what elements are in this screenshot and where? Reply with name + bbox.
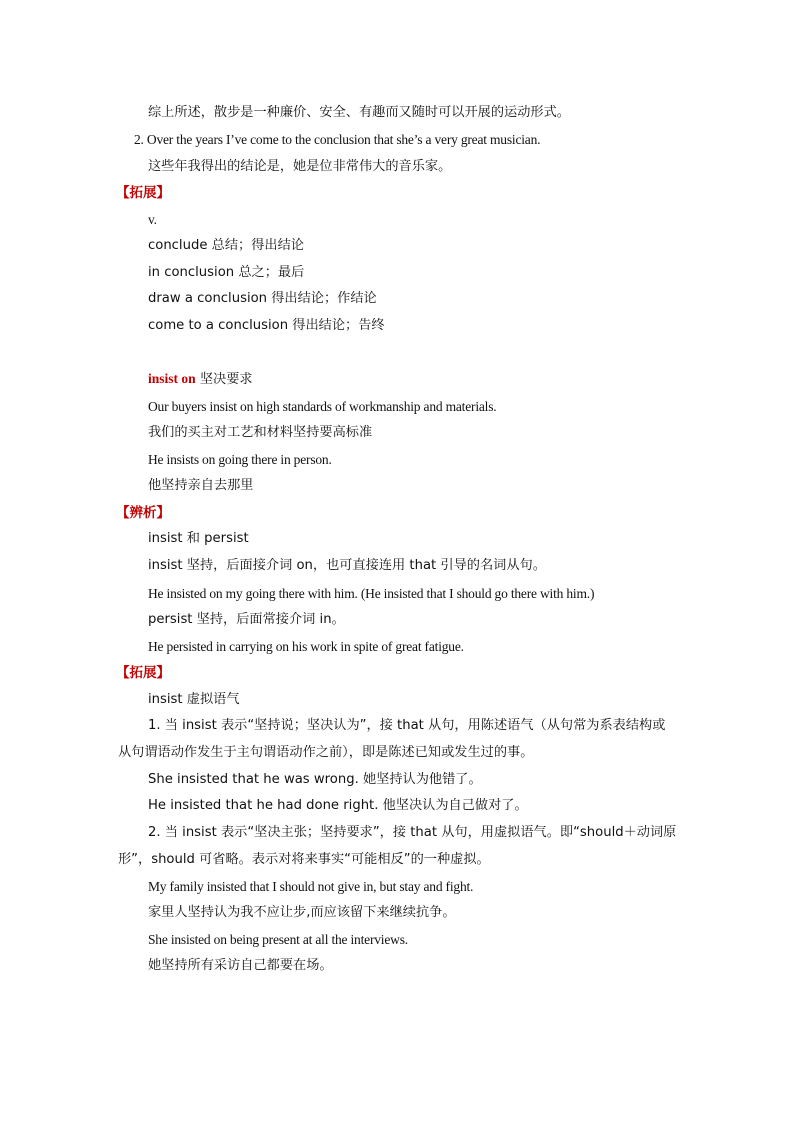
- rule-1-line-1: 1. 当 insist 表示“坚持说；坚决认为”，接 that 从句，用陈述语气（从句常为系表结构或: [148, 718, 666, 733]
- rule-2-example-chinese: 家里人坚持认为我不应让步,而应该留下来继续抗争。: [148, 905, 456, 920]
- analysis-insist: insist 坚持，后面接介词 on，也可直接连用 that 引导的名词从句。: [148, 558, 546, 573]
- section-tag-expand-1: 【拓展】: [116, 185, 170, 201]
- analysis-persist: persist 坚持，后面常接介词 in。: [148, 612, 345, 627]
- subjunctive-title: insist 虚拟语气: [148, 692, 240, 707]
- vocab-draw-conclusion: draw a conclusion 得出结论；作结论: [148, 291, 377, 306]
- interviews-chinese: 她坚持所有采访自己都要在场。: [148, 958, 333, 973]
- interviews-english: She insisted on being present at all the interviews.: [148, 932, 408, 947]
- headword-keyword: insist on: [148, 371, 196, 386]
- rule-2-example-english: My family insisted that I should not give in, but stay and fight.: [148, 879, 474, 894]
- rule-1-line-2: 从句谓语动作发生于主句谓语动作之前），即是陈述已知或发生过的事。: [118, 745, 534, 760]
- analysis-title: insist 和 persist: [148, 531, 249, 546]
- pos-label: v.: [148, 212, 157, 227]
- rule-1-example-b: He insisted that he had done right. 他坚决认为自己做对了。: [148, 798, 528, 813]
- section-tag-expand-2: 【拓展】: [116, 665, 170, 681]
- vocab-conclude: conclude 总结；得出结论: [148, 238, 304, 253]
- summary-sentence: 综上所述，散步是一种廉价、安全、有趣而又随时可以开展的运动形式。: [148, 105, 570, 120]
- example-buyers-english: Our buyers insist on high standards of workmanship and materials.: [148, 399, 497, 414]
- example-in-person-chinese: 他坚持亲自去那里: [148, 478, 254, 493]
- vocab-come-to-conclusion: come to a conclusion 得出结论；告终: [148, 318, 385, 333]
- headword-insist-on: [148, 370, 253, 389]
- section-tag-analysis: 【辨析】: [116, 505, 170, 521]
- rule-2-line-1: 2. 当 insist 表示“坚决主张；坚持要求”，接 that 从句，用虚拟语气。即“should＋动词原: [148, 825, 677, 840]
- example-buyers-chinese: 我们的买主对工艺和材料坚持要高标准: [148, 425, 373, 440]
- rule-2-line-2: 形”，should 可省略。表示对将来事实“可能相反”的一种虚拟。: [118, 852, 490, 867]
- example-in-person-english: He insists on going there in person.: [148, 452, 332, 467]
- analysis-persist-example: He persisted in carrying on his work in spite of great fatigue.: [148, 639, 464, 654]
- rule-1-example-a: She insisted that he was wrong. 她坚持认为他错了。: [148, 772, 482, 787]
- headword-meaning: 坚决要求: [195, 372, 253, 387]
- vocab-in-conclusion: in conclusion 总之；最后: [148, 265, 305, 280]
- example-2-chinese: 这些年我得出的结论是，她是位非常伟大的音乐家。: [148, 159, 452, 174]
- example-2-english: 2. Over the years I’ve come to the conclusion that she’s a very great musician.: [134, 132, 541, 147]
- analysis-insist-example: He insisted on my going there with him. (He insisted that I should go there with him.): [148, 586, 595, 601]
